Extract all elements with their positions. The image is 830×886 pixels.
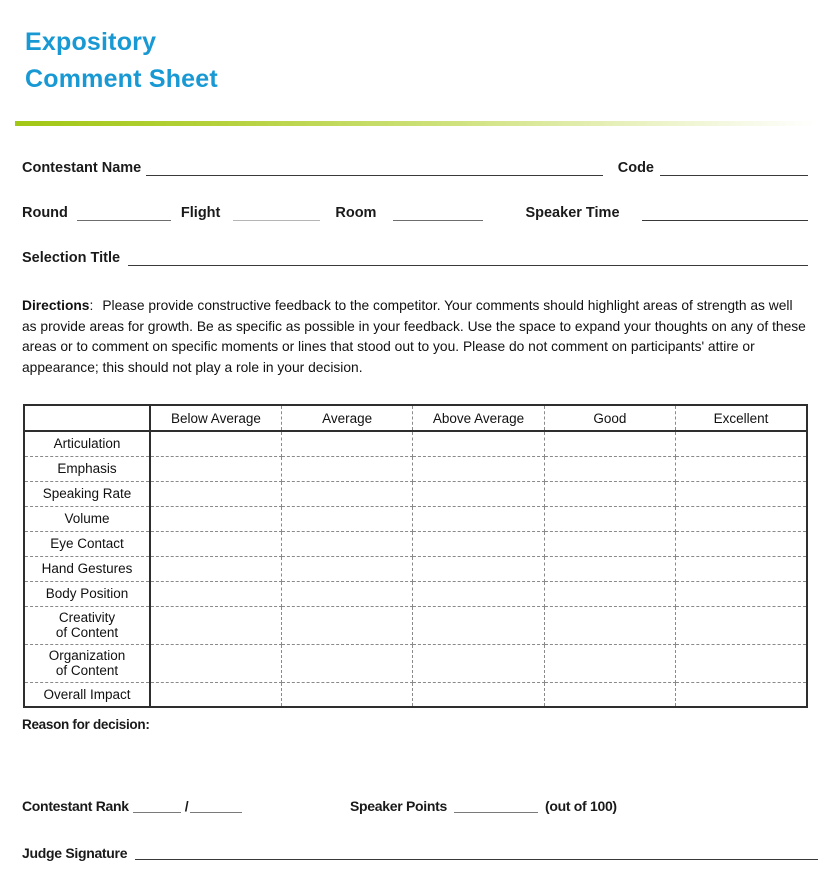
judge-signature-blank[interactable] xyxy=(135,857,818,860)
rubric-row xyxy=(24,481,807,506)
rubric-row-label: Hand Gestures xyxy=(24,556,150,581)
reason-for-decision-label: Reason for decision: xyxy=(22,717,150,732)
rating-cell[interactable] xyxy=(676,644,807,682)
rating-cell[interactable] xyxy=(150,682,281,707)
rating-cell[interactable] xyxy=(676,581,807,606)
rating-cell[interactable] xyxy=(150,456,281,481)
rating-cell[interactable] xyxy=(413,456,544,481)
rubric-row-label: Creativity of Content xyxy=(24,606,150,644)
code-blank[interactable] xyxy=(660,173,808,176)
rating-cell[interactable] xyxy=(413,506,544,531)
rating-cell[interactable] xyxy=(281,456,412,481)
rating-cell[interactable] xyxy=(150,606,281,644)
page-title-line1: Expository xyxy=(25,28,157,56)
rating-cell[interactable] xyxy=(281,682,412,707)
room-label: Room xyxy=(335,205,377,221)
rating-cell[interactable] xyxy=(281,431,412,456)
rating-cell[interactable] xyxy=(413,556,544,581)
directions-body: Please provide constructive feedback to the competitor. Your comments should highlight areas of strength as well as provide areas for growth. Be as specific as possible in your feedback. Use the space to expand your thoughts on any of these areas or to comment on specific moments or lines that stood out to you. Please do not comment on participants' attire or appearance; this should not play a role in your decision. xyxy=(22,298,806,376)
round-label: Round xyxy=(22,205,68,221)
rubric-column-header: Average xyxy=(281,405,412,431)
rating-cell[interactable] xyxy=(281,481,412,506)
room-blank[interactable] xyxy=(393,218,483,221)
rating-cell[interactable] xyxy=(544,531,675,556)
rubric-row-label: Speaking Rate xyxy=(24,481,150,506)
rubric-row xyxy=(24,431,807,456)
rating-cell[interactable] xyxy=(413,531,544,556)
rank-blank-2[interactable] xyxy=(190,810,242,813)
judge-signature-label: Judge Signature xyxy=(22,845,128,861)
rubric-row xyxy=(24,556,807,581)
rubric-row-label: Volume xyxy=(24,506,150,531)
speaker-points-group xyxy=(350,798,617,814)
speaker-points-label: Speaker Points xyxy=(350,798,447,814)
directions-colon: : xyxy=(89,298,94,313)
rating-cell[interactable] xyxy=(413,682,544,707)
rating-cell[interactable] xyxy=(150,506,281,531)
rating-cell[interactable] xyxy=(413,644,544,682)
rubric-row-label: Overall Impact xyxy=(24,682,150,707)
contestant-name-row xyxy=(22,160,808,177)
rubric-row-label: Body Position xyxy=(24,581,150,606)
rating-cell[interactable] xyxy=(150,644,281,682)
out-of-100-label: (out of 100) xyxy=(544,798,617,814)
rubric-column-header: Excellent xyxy=(676,405,807,431)
rubric-column-header: Good xyxy=(544,405,675,431)
rating-cell[interactable] xyxy=(676,682,807,707)
judge-signature-row xyxy=(22,845,808,861)
contestant-name-blank[interactable] xyxy=(146,173,603,176)
rubric-row xyxy=(24,531,807,556)
rating-cell[interactable] xyxy=(413,606,544,644)
rating-cell[interactable] xyxy=(544,682,675,707)
rubric-row-label: Articulation xyxy=(24,431,150,456)
selection-title-label: Selection Title xyxy=(22,250,121,266)
rubric-row-label: Organization of Content xyxy=(24,644,150,682)
rubric-table xyxy=(23,404,808,708)
rating-cell[interactable] xyxy=(544,581,675,606)
rating-cell[interactable] xyxy=(150,556,281,581)
rating-cell[interactable] xyxy=(544,556,675,581)
rating-cell[interactable] xyxy=(676,531,807,556)
rank-points-row xyxy=(0,798,808,816)
flight-label: Flight xyxy=(180,205,221,221)
contestant-rank-group xyxy=(22,798,242,814)
rating-cell[interactable] xyxy=(150,431,281,456)
rubric-column-header: Above Average xyxy=(413,405,544,431)
directions-paragraph xyxy=(22,296,810,379)
page-title xyxy=(25,24,218,98)
rating-cell[interactable] xyxy=(676,606,807,644)
rating-cell[interactable] xyxy=(281,556,412,581)
rating-cell[interactable] xyxy=(544,506,675,531)
rating-cell[interactable] xyxy=(676,456,807,481)
rubric-row xyxy=(24,682,807,707)
speaker-time-blank[interactable] xyxy=(642,218,808,221)
rating-cell[interactable] xyxy=(676,556,807,581)
round-blank[interactable] xyxy=(77,218,171,221)
rubric-row xyxy=(24,606,807,644)
rubric-row-label: Eye Contact xyxy=(24,531,150,556)
rating-cell[interactable] xyxy=(544,431,675,456)
rating-cell[interactable] xyxy=(281,606,412,644)
rating-cell[interactable] xyxy=(544,481,675,506)
flight-blank[interactable] xyxy=(233,218,320,221)
rating-cell[interactable] xyxy=(413,431,544,456)
rating-cell[interactable] xyxy=(676,431,807,456)
rating-cell[interactable] xyxy=(281,644,412,682)
contestant-rank-label: Contestant Rank xyxy=(22,798,129,814)
rating-cell[interactable] xyxy=(150,481,281,506)
selection-title-blank[interactable] xyxy=(128,263,808,266)
rating-cell[interactable] xyxy=(676,481,807,506)
rubric-row xyxy=(24,644,807,682)
page-title-line2: Comment Sheet xyxy=(25,65,218,93)
rating-cell[interactable] xyxy=(544,456,675,481)
code-label: Code xyxy=(617,160,654,176)
round-row xyxy=(22,205,808,222)
rating-cell[interactable] xyxy=(544,644,675,682)
contestant-name-label: Contestant Name xyxy=(22,160,142,176)
rubric-row xyxy=(24,581,807,606)
speaker-time-label: Speaker Time xyxy=(525,205,620,221)
rubric-row xyxy=(24,506,807,531)
rating-cell[interactable] xyxy=(281,531,412,556)
directions-label: Directions xyxy=(22,298,90,313)
rank-blank-1[interactable] xyxy=(133,810,181,813)
rating-cell[interactable] xyxy=(413,581,544,606)
rubric-body xyxy=(24,431,807,707)
rank-separator: / xyxy=(184,798,189,814)
rating-cell[interactable] xyxy=(150,581,281,606)
rubric-row xyxy=(24,456,807,481)
rating-cell[interactable] xyxy=(281,506,412,531)
rating-cell[interactable] xyxy=(676,506,807,531)
rubric-header-row xyxy=(24,405,807,431)
rubric-row-label: Emphasis xyxy=(24,456,150,481)
rubric-column-header: Below Average xyxy=(150,405,281,431)
rating-cell[interactable] xyxy=(150,531,281,556)
accent-rule xyxy=(15,121,816,126)
rating-cell[interactable] xyxy=(281,581,412,606)
rating-cell[interactable] xyxy=(413,481,544,506)
rubric-corner-cell xyxy=(24,405,150,431)
speaker-points-blank[interactable] xyxy=(454,810,538,813)
selection-title-row xyxy=(22,250,808,267)
rating-cell[interactable] xyxy=(544,606,675,644)
